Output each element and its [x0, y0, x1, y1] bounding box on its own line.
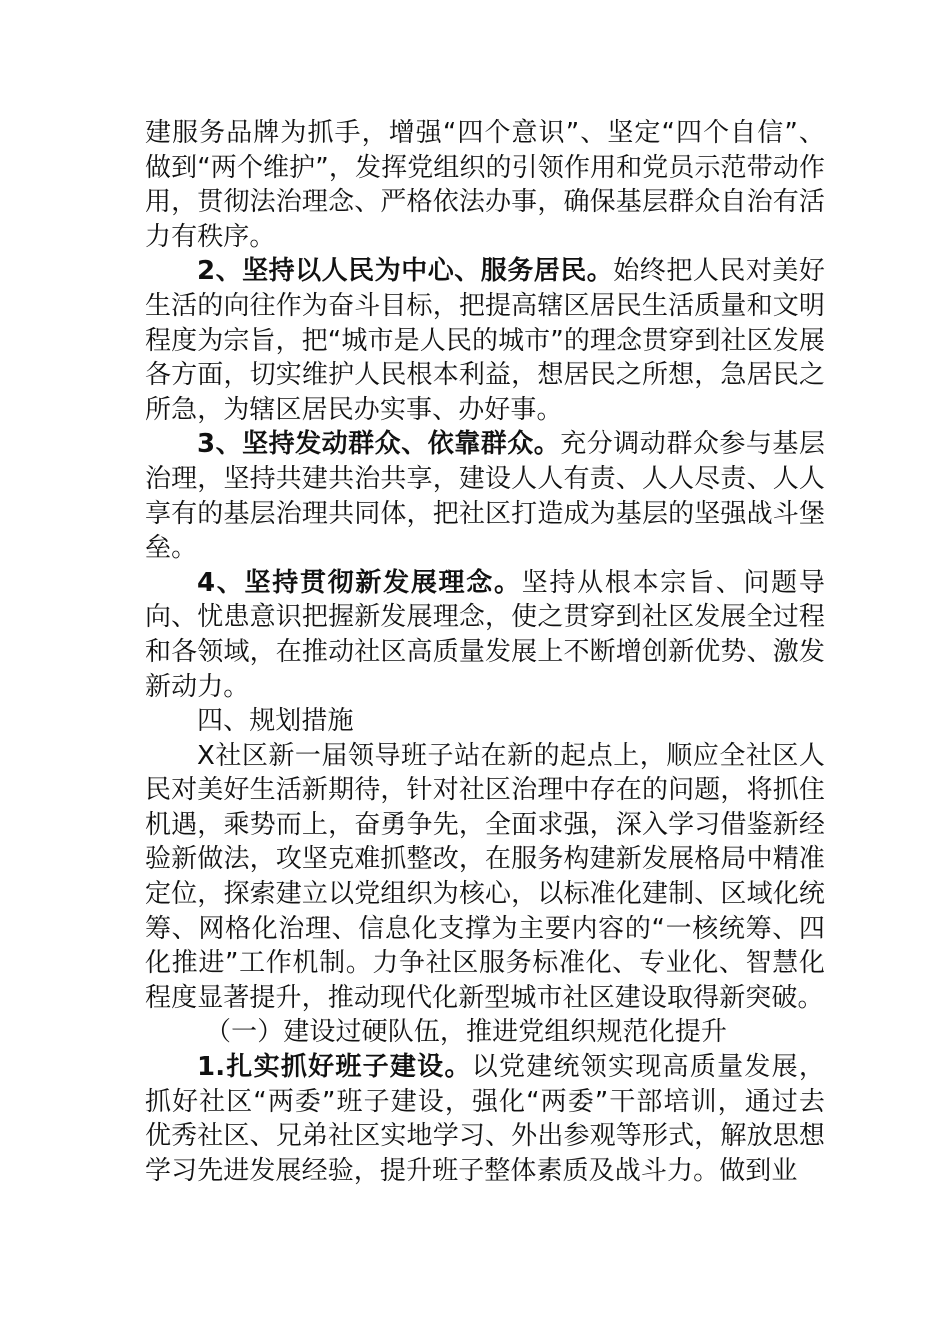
subsection-heading	[145, 1015, 825, 1050]
paragraph-plan-intro	[145, 739, 825, 1016]
paragraph-lead: 3、坚持发动群众、依靠群众。	[197, 429, 561, 460]
paragraph-lead: 4、坚持贯彻新发展理念。	[197, 567, 522, 598]
paragraph-text: 始终把人民对美好生活的向往作为奋斗目标，把提高辖区居民生活质量和文明程度为宗旨，把“城市是人民的城市”的理念贯穿到社区发展各方面，切实维护人民根本利益，想居民之所想，急居民之所急，为辖区居民办实事、办好事。	[145, 256, 825, 425]
section-heading-text: 四、规划措施	[197, 706, 354, 737]
document-body	[145, 116, 825, 1188]
paragraph-text: X社区新一届领导班子站在新的起点上，顺应全社区人民对美好生活新期待，针对社区治理中存在的问题，将抓住机遇，乘势而上，奋勇争先，全面求强，深入学习借鉴新经验新做法，攻坚克难抓整改，在服务构建新发展格局中精准定位，探索建立以党组织为核心，以标准化建制、区域化统筹、网格化治理、信息化支撑为主要内容的“一核统筹、四化推进”工作机制。力争社区服务标准化、专业化、智慧化程度显著提升，推动现代化新型城市社区建设取得新突破。	[145, 740, 825, 1013]
paragraph-lead: 1.扎实抓好班子建设。	[197, 1052, 472, 1083]
paragraph-lead: 2、坚持以人民为中心、服务居民。	[197, 256, 614, 287]
paragraph-text: 坚持从根本宗旨、问题导向、忧患意识把握新发展理念，使之贯穿到社区发展全过程和各领域，在推动社区高质量发展上不断增创新优势、激发新动力。	[145, 567, 825, 702]
section-heading	[145, 704, 825, 739]
paragraph-measure-1	[145, 1050, 825, 1188]
paragraph-text: 以党建统领实现高质量发展，抓好社区“两委”班子建设，强化“两委”干部培训，通过去优秀社区、兄弟社区实地学习、外出参观等形式，解放思想学习先进发展经验，提升班子整体素质及战斗力。做到业	[145, 1052, 825, 1186]
subsection-heading-text: （一）建设过硬队伍，推进党组织规范化提升	[205, 1017, 728, 1048]
paragraph-principle-3	[145, 427, 825, 565]
paragraph-text: 充分调动群众参与基层治理，坚持共建共治共享，建设人人有责、人人尽责、人人享有的基层治理共同体，把社区打造成为基层的坚强战斗堡垒。	[145, 429, 825, 564]
paragraph-text: 建服务品牌为抓手，增强“四个意识”、坚定“四个自信”、做到“两个维护”，发挥党组织的引领作用和党员示范带动作用，贯彻法治理念、严格依法办事，确保基层群众自治有活力有秩序。	[145, 118, 825, 252]
paragraph-continuation	[145, 116, 825, 254]
paragraph-principle-4	[145, 566, 825, 704]
paragraph-principle-2	[145, 254, 825, 427]
